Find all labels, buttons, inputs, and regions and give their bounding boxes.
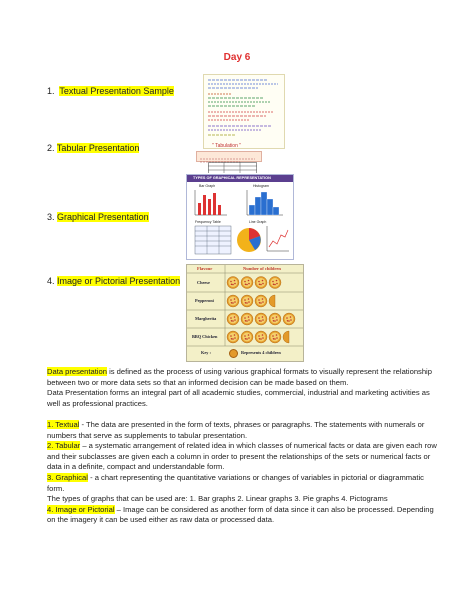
body-text <box>47 367 437 526</box>
line-graph-icon <box>267 226 289 251</box>
list-label: Tabular Presentation <box>56 143 140 153</box>
paragraph-text: is defined as the process of using various graphical formats to visually represent the relationship between two or more data sets so that an informed decision can be made based on them. <box>47 367 432 387</box>
pizza-icon <box>269 277 281 289</box>
paragraph-text: Data Presentation forms an integral part of all academic studies, commercial, industrial and marketing activities as well as professional practices. <box>47 388 430 408</box>
pizza-icon <box>227 313 239 325</box>
line-graph-label: Line Graph <box>249 220 267 224</box>
pizza-icon <box>255 277 267 289</box>
pizza-icon <box>227 277 239 289</box>
graphical-sample-image <box>186 174 294 260</box>
pizza-icon <box>241 331 253 343</box>
pictograph-row-label: Cheese <box>197 280 210 285</box>
histogram-label: Histogram <box>253 184 269 188</box>
paragraph-text: – Image can be considered as another form of data since it can also be processed. Depending on the imagery it can be used either as raw data or processed data. <box>47 504 434 525</box>
pie-chart-icon <box>237 228 261 252</box>
list-item-textual <box>47 86 174 96</box>
highlighted-term: Data presentation <box>47 367 107 376</box>
highlighted-term: 4. Image or Pictorial <box>47 504 115 514</box>
pictograph-row-label: BBQ Chicken <box>192 334 218 339</box>
list-label: Graphical Presentation <box>57 212 149 222</box>
bar-graph-icon <box>195 190 227 215</box>
pizza-icon <box>269 331 281 343</box>
list-number: 4. <box>47 276 55 286</box>
definition-graphical <box>47 473 437 494</box>
graphics-banner-text: TYPES OF GRAPHICAL REPRESENTATION <box>193 176 271 180</box>
list-number: 1. <box>47 86 55 96</box>
definition-pictorial <box>47 505 437 526</box>
pizza-icon <box>255 313 267 325</box>
pizza-icon <box>227 331 239 343</box>
list-label: Textual Presentation Sample <box>59 86 174 96</box>
bar-graph-label: Bar Graph <box>199 184 216 188</box>
pizza-key-icon <box>229 349 238 358</box>
list-item-graphical <box>47 212 149 222</box>
list-number: 2. <box>47 143 55 153</box>
handwriting-scribble-icon <box>204 75 284 148</box>
table-banner <box>196 151 262 162</box>
list-item-tabular <box>47 143 139 153</box>
highlighted-term: 1. Textual <box>47 419 80 429</box>
pictograph-row-label: Pepperoni <box>195 298 214 303</box>
definition-textual <box>47 420 437 441</box>
histogram-icon <box>247 190 283 215</box>
pizza-icon <box>227 295 239 307</box>
pictograph-row-label: Margherita <box>195 316 217 321</box>
pictograph-header-count: Number of children <box>243 266 281 271</box>
list-item-pictorial <box>47 276 180 286</box>
list-label: Image or Pictorial Presentation <box>57 276 181 286</box>
definition-paragraph <box>47 367 437 388</box>
highlighted-term: 3. Graphical <box>47 472 88 482</box>
pizza-icon <box>241 313 253 325</box>
page-heading: Day 6 <box>223 52 251 63</box>
pizza-icon <box>241 277 253 289</box>
definition-tabular <box>47 441 437 473</box>
pizza-icon <box>255 331 267 343</box>
paragraph-text: The types of graphs that can be used are: 1. Bar graphs 2. Linear graphs 3. Pie graphs 4. Pictograms <box>47 494 388 504</box>
pizza-icon <box>269 313 281 325</box>
pictograph-header-flavour: Flavour <box>197 266 213 271</box>
pictograph-key-label: Key : <box>201 350 211 355</box>
pictorial-sample-image <box>186 264 304 362</box>
highlighted-term: 2. Tabular <box>47 441 81 451</box>
paragraph-text: - The data are presented in the form of texts, phrases or paragraphs. The statements with numerals or numbers that serve as supplements to tabular presentation. <box>47 419 425 440</box>
pizza-icon <box>241 295 253 307</box>
tabulation-caption: " Tabulation " <box>212 143 242 149</box>
pictograph-key-value: Represents 4 children <box>241 350 281 355</box>
tabular-sample-image <box>194 143 268 173</box>
list-number: 3. <box>47 212 55 222</box>
paragraph-text: - a chart representing the quantitative variations or changes of variables in pictorial or diagrammatic form. <box>47 472 424 493</box>
table-grid-icon <box>208 162 258 173</box>
frequency-table-label: Frequency Table <box>195 220 221 224</box>
textual-sample-image <box>203 74 285 149</box>
pizza-icon <box>283 313 295 325</box>
pizza-icon <box>255 295 267 307</box>
frequency-table-icon <box>195 226 231 254</box>
paragraph-text: – a systematic arrangement of related idea in which classes of numerical facts or data are given each row and their subclasses are given each a column in order to present the relationships of the sets or numerical facts or data in a definite, compact and understandable form. <box>47 441 437 472</box>
